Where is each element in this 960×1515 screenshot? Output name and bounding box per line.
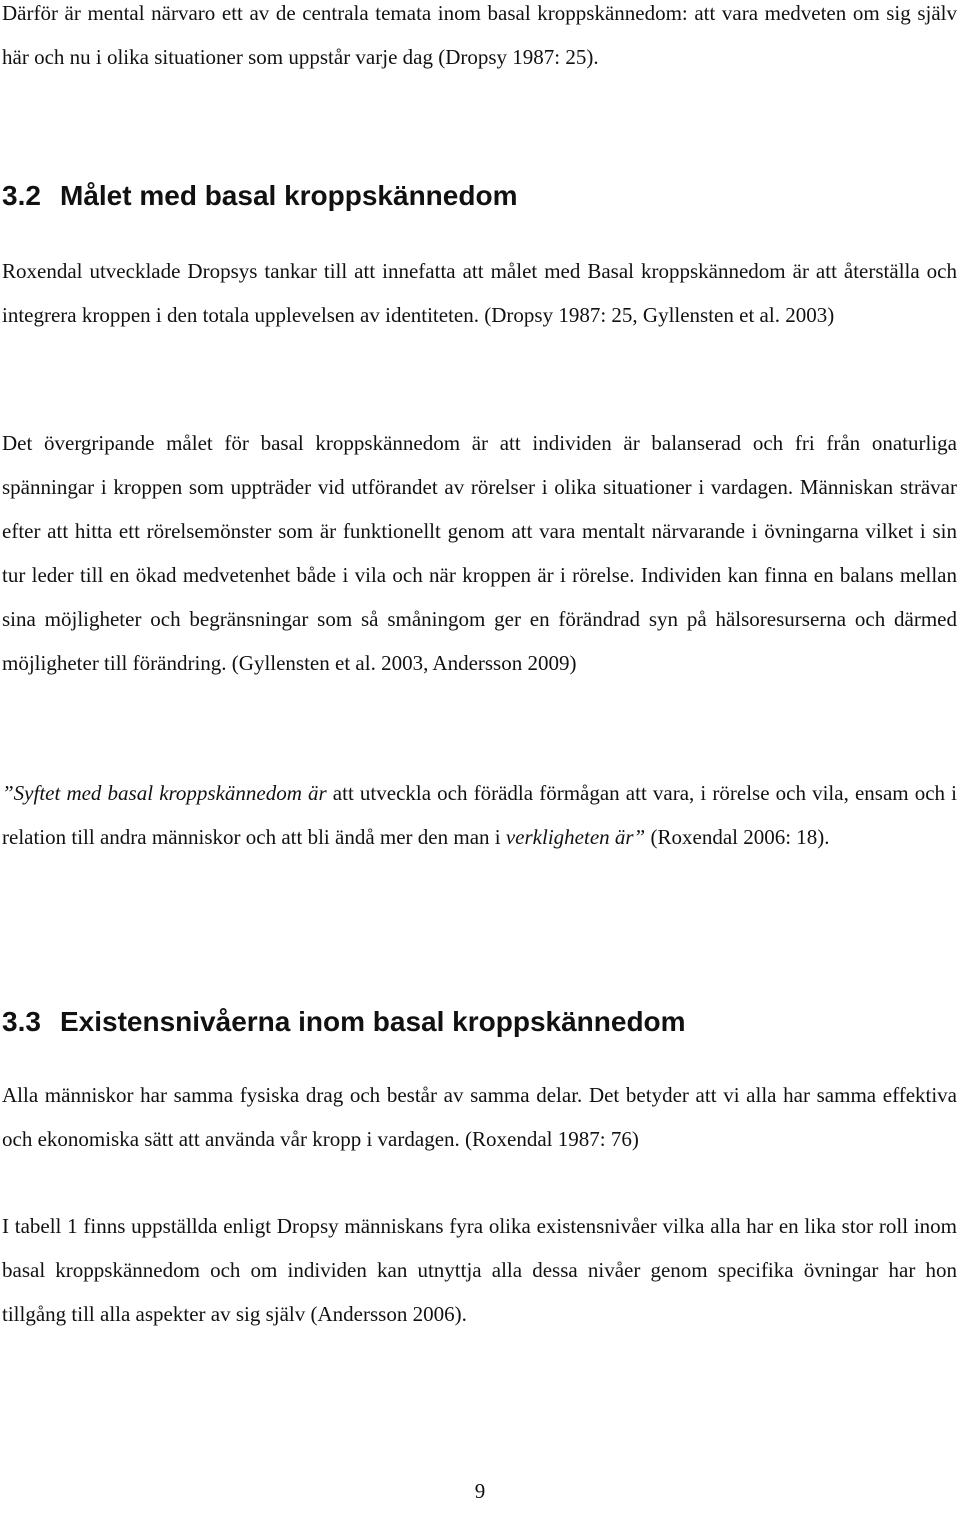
section-number: 3.2	[2, 180, 41, 211]
quote-italic-start: ”Syftet med basal kroppskännedom är	[2, 781, 327, 805]
section-heading-3-3	[2, 1004, 686, 1040]
paragraph-intro: Därför är mental närvaro ett av de centrala temata inom basal kroppskännedom: att vara medveten om sig själv här och nu i olika situationer som uppstår varje dag (Dropsy 1987: 25).	[2, 1, 957, 69]
section-title: Existensnivåerna inom basal kroppskännedom	[60, 1006, 686, 1037]
quote-citation: (Roxendal 2006: 18).	[645, 825, 830, 849]
section-number: 3.3	[2, 1006, 41, 1037]
quote-middle: att utveckla och förädla förmågan att vara, i rörelse och vila, ensam och i relation till andra människor och att bli ändå mer den man i	[2, 781, 958, 849]
page-number: 9	[474, 1479, 486, 1503]
section-heading-3-2	[2, 178, 517, 214]
paragraph-tabell: I tabell 1 finns uppställda enligt Dropsy människans fyra olika existensnivåer vilka alla har en lika stor roll inom basal kroppskännedom och om individen kan utnyttja alla dessa nivåer genom specifika övningar har hon tillgång till alla aspekter av sig själv (Andersson 2006).	[2, 1214, 957, 1326]
paragraph-roxendal: Roxendal utvecklade Dropsys tankar till att innefatta att målet med Basal kroppskännedom är att återställa och integrera kroppen i den totala upplevelsen av identiteten. (Dropsy 1987: 25, Gyllensten et al. 2003)	[2, 259, 957, 327]
paragraph-overgripande: Det övergripande målet för basal kroppskännedom är att individen är balanserad och fri från onaturliga spänningar i kroppen som uppträder vid utförandet av rörelser i olika situationer i vardagen. Människan strävar efter att hitta ett rörelsemönster som är funktionellt genom att vara mentalt närvarande i övningarna vilket i sin tur leder till en ökad medvetenhet både i vila och när kroppen är i rörelse. Individen kan finna en balans mellan sina möjligheter och begränsningar som så småningom ger en förändrad syn på hälsoresurserna och därmed möjligheter till förändring. (Gyllensten et al. 2003, Andersson 2009)	[2, 431, 957, 675]
paragraph-alla: Alla människor har samma fysiska drag och består av samma delar. Det betyder att vi alla har samma effektiva och ekonomiska sätt att använda vår kropp i vardagen. (Roxendal 1987: 76)	[2, 1083, 957, 1151]
quote-paragraph	[2, 771, 957, 859]
section-title: Målet med basal kroppskännedom	[60, 180, 518, 211]
quote-italic-end: verkligheten är”	[505, 825, 646, 849]
